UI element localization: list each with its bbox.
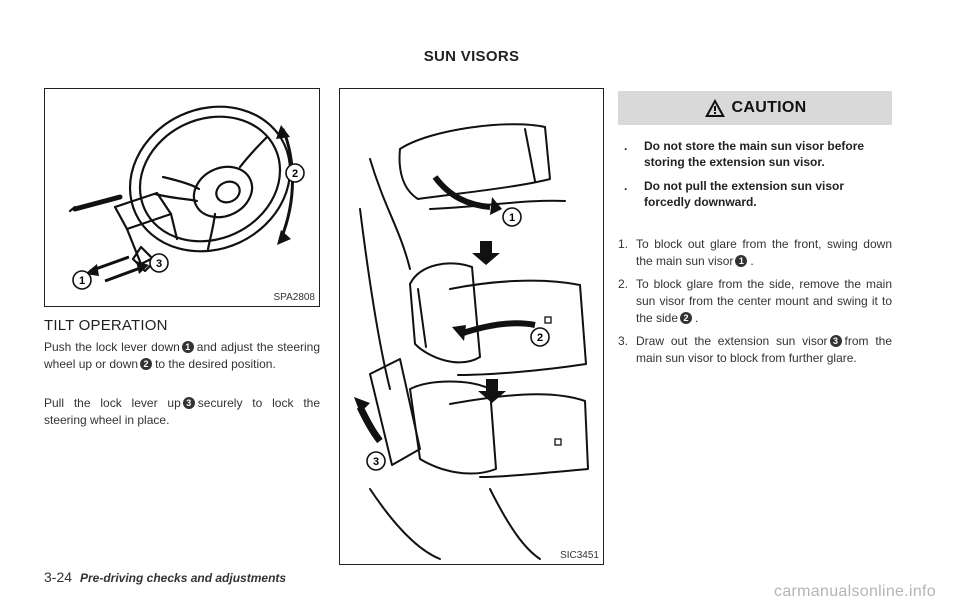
svg-text:3: 3 (372, 456, 380, 468)
step-number: 3. (618, 334, 629, 348)
step-item (618, 236, 892, 270)
caution-title: CAUTION (731, 99, 807, 116)
caution-item (622, 138, 890, 170)
visor-callout-1 (503, 208, 521, 226)
caution-header (618, 91, 892, 125)
callout-badge: 1 (182, 341, 194, 353)
visor-figure (339, 88, 604, 565)
bullet: . (624, 179, 628, 193)
step-number: 2. (618, 277, 629, 291)
figure-code: SIC3451 (560, 550, 599, 561)
svg-text:2: 2 (536, 332, 544, 344)
step-text-b: . (750, 254, 754, 268)
caution-item-text: Do not pull the extension sun visor forcedly downward. (644, 179, 845, 209)
caution-item-text: Do not store the main sun visor before storing the extension sun visor. (644, 139, 865, 169)
steering-callout-3 (150, 254, 168, 272)
steering-figure (44, 88, 320, 307)
svg-text:2: 2 (291, 168, 299, 180)
watermark: carmanualsonline.info (774, 583, 936, 600)
visor-callout-3 (367, 452, 385, 470)
tilt-p1-text-b: and adjust the steering wheel up or down (44, 340, 321, 371)
step-text (636, 333, 892, 367)
step-item (618, 333, 892, 367)
tilt-p1-text-a: Push the lock lever down (44, 340, 180, 354)
step-number: 1. (618, 237, 629, 251)
svg-text:1: 1 (508, 212, 516, 224)
callout-badge: 2 (140, 358, 152, 370)
steps-list (618, 236, 892, 367)
tilt-heading: TILT OPERATION (44, 317, 168, 334)
callout-badge: 3 (830, 335, 842, 347)
step-text-a: To block out glare from the front, swing down the main sun visor (636, 237, 892, 268)
step-text-b: from the main sun visor to block from further glare. (636, 334, 892, 365)
step-text-a: To block glare from the side, remove the main sun visor from the center mount and swing it to the side (636, 277, 892, 325)
tilt-paragraph-1 (44, 339, 320, 373)
visor-callout-2 (531, 328, 549, 346)
tilt-p2-text-a: Pull the lock lever up (44, 396, 181, 410)
step-text-a: Draw out the extension sun visor (636, 334, 828, 348)
caution-list (622, 138, 890, 210)
svg-text:3: 3 (155, 258, 163, 270)
callout-badge: 1 (735, 255, 747, 267)
steering-callout-2 (286, 164, 304, 182)
warning-triangle-icon (704, 98, 726, 118)
steering-callout-1 (73, 271, 91, 289)
visor-illustration (340, 89, 603, 564)
caution-item (622, 178, 890, 210)
callout-badge: 3 (183, 397, 195, 409)
tilt-p1-text-c: to the desired position. (155, 357, 276, 371)
section-title: SUN VISORS (423, 48, 520, 65)
callout-badge: 2 (680, 312, 692, 324)
tilt-paragraph-2 (44, 395, 320, 429)
step-text (636, 236, 892, 270)
step-text (636, 276, 892, 327)
step-item (618, 276, 892, 327)
figure-code: SPA2808 (273, 292, 315, 303)
svg-text:1: 1 (78, 275, 86, 287)
chapter-title: Pre-driving checks and adjustments (80, 571, 287, 585)
step-text-b: . (695, 311, 699, 325)
page-number: 3-24 (44, 569, 73, 585)
steering-illustration (45, 89, 319, 306)
tilt-p2-text-b: securely to lock the steering wheel in place. (44, 396, 321, 427)
bullet: . (624, 139, 628, 153)
